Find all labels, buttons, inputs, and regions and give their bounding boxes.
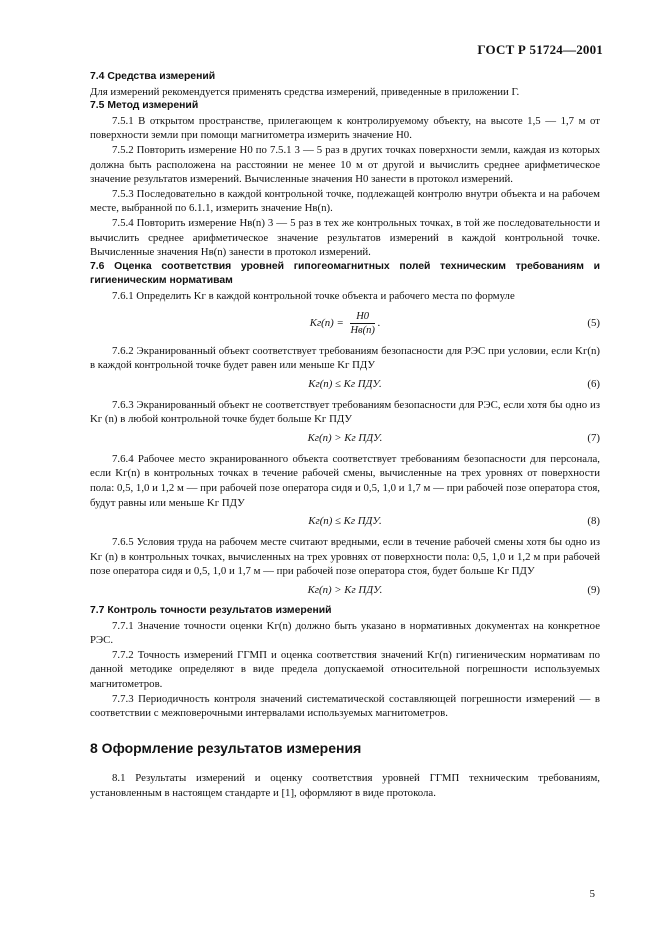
formula-5-fraction — [350, 310, 374, 337]
formula-5-tail: . — [377, 316, 381, 329]
formula-5-numerator: H0 — [350, 310, 374, 324]
paragraph-7-5-4: 7.5.4 Повторить измерение Hв(n) 3 — 5 раз в тех же контрольных точках, в той же последовательности и вычислить среднее арифметическое значение результатов измерений в каждой контрольной точке. Вычисленные значения Hв(n) занести в протокол измерений. — [90, 216, 600, 259]
page-content — [90, 70, 600, 801]
page-number: 5 — [589, 888, 595, 900]
paragraph-7-6-3: 7.6.3 Экранированный объект не соответствует требованиям безопасности для РЭС, если хотя бы одно из Kг (n) в любой контрольной точке будет больше Kг ПДУ — [90, 398, 600, 426]
formula-5-number: (5) — [587, 316, 600, 329]
paragraph-7-6-1: 7.6.1 Определить Kг в каждой контрольной точке объекта и рабочего места по формуле — [112, 289, 515, 302]
paragraph-7-4: Для измерений рекомендуется применять средства измерений, приведенные в приложении Г. — [90, 85, 520, 98]
heading-8: 8 Оформление результатов измерения — [90, 739, 362, 756]
paragraph-7-7-1: 7.7.1 Значение точности оценки Kг(n) должно быть указано в нормативных документах на конкретное РЭС. — [90, 619, 600, 647]
heading-7-6: 7.6 Оценка соответствия уровней гипогеомагнитных полей техническим требованиям и гигиеническим нормативам — [90, 260, 600, 287]
formula-9 — [90, 583, 600, 599]
paragraph-7-6-4: 7.6.4 Рабочее место экранированного объекта соответствует требованиям безопасности для персонала, если Kг(n) в контрольных точках в течение рабочей смены, вычисленные на трех уровнях от поверхности пола: 0,5, 1,0 и 1,2 м — при рабочей позе оператора сидя и 0,5, 1,0 и 1,7 м — при рабочей позе оператора стоя, будут равны или меньше Kг ПДУ — [90, 452, 600, 509]
heading-7-5: 7.5 Метод измерений — [90, 100, 199, 112]
heading-7-7: 7.7 Контроль точности результатов измерений — [90, 605, 332, 617]
formula-9-text: Kг(n) > Kг ПДУ. — [307, 584, 383, 597]
formula-8-text: Kг(n) ≤ Kг ПДУ. — [308, 515, 382, 528]
paragraph-7-5-2: 7.5.2 Повторить измерение H0 по 7.5.1 3 — 5 раз в других точках поверхности земли, каждая из которых должна быть расположена на расстоянии не менее 10 м от другой и вычислить среднее арифметическое значение результатов измерений. Вычисленные значения H0 занести в протокол измерений. — [90, 143, 600, 186]
paragraph-7-7-3: 7.7.3 Периодичность контроля значений систематической составляющей погрешности измерений — в соответствии с межповерочными интервалами используемых магнитометров. — [90, 692, 600, 720]
standard-code: ГОСТ Р 51724—2001 — [477, 42, 603, 57]
formula-5 — [90, 310, 600, 338]
paragraph-7-6-5: 7.6.5 Условия труда на рабочем месте считают вредными, если в течение рабочей смены хотя бы одно из Kг (n) в контрольных точках, вычисленных на трех уровнях от поверхности пола: 0,5, 1,0 и 1,2 м при рабочей позе оператора сидя и 0,5, 1,0 и 1,7 м — при рабочей позе оператора стоя, будет больше Kг ПДУ — [90, 536, 600, 578]
formula-7 — [90, 431, 600, 447]
formula-6 — [90, 377, 600, 393]
formula-6-text: Kг(n) ≤ Kг ПДУ. — [308, 377, 382, 390]
paragraph-7-6-2: 7.6.2 Экранированный объект соответствует требованиям безопасности для РЭС при условии, если Kг(n) в каждой контрольной точке будет равен или меньше Kг ПДУ — [90, 344, 600, 372]
formula-8-number: (8) — [587, 515, 600, 528]
formula-6-number: (6) — [587, 377, 600, 390]
formula-7-number: (7) — [587, 431, 600, 444]
formula-9-number: (9) — [587, 584, 600, 597]
formula-8 — [90, 514, 600, 530]
paragraph-7-7-2: 7.7.2 Точность измерений ГГМП и оценка соответствия значений Kг(n) гигиеническим нормативам по данной методике определяют в виде предела допускаемой относительной погрешности используемых магнитометров. — [90, 648, 600, 690]
formula-5-lhs: Kг(n) = — [309, 316, 344, 329]
paragraph-7-5-3: 7.5.3 Последовательно в каждой контрольной точке, подлежащей контролю внутри объекта и на рабочем месте, выбранной по 6.1.1, измерить значение Hв(n). — [90, 187, 600, 215]
formula-7-text: Kг(n) > Kг ПДУ. — [307, 431, 383, 444]
paragraph-8-1: 8.1 Результаты измерений и оценку соответствия уровней ГГМП техническим требованиям, установленным в настоящем стандарте и [1], оформляют в виде протокола. — [90, 772, 600, 799]
heading-7-4: 7.4 Средства измерений — [90, 71, 216, 82]
formula-5-denominator: Hв(n) — [350, 324, 375, 336]
paragraph-7-5-1: 7.5.1 В открытом пространстве, прилегающем к контролируемому объекту, на высоте 1,5 — 1,7 м от поверхности земли при помощи магнитометра измерить значение H0. — [90, 114, 600, 142]
